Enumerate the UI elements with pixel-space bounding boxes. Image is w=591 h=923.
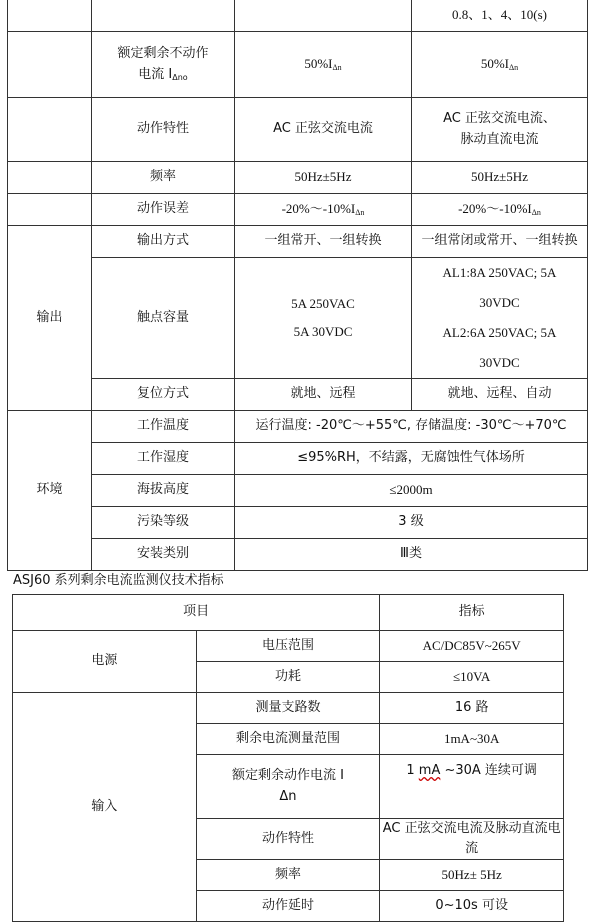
delay-label: 动作延时 bbox=[196, 891, 380, 922]
value-text: -20%～-10%I bbox=[458, 201, 532, 217]
install-value: Ⅲ类 bbox=[235, 539, 588, 571]
value-line: AL1:8A 250VAC; 5A bbox=[442, 265, 557, 280]
branches-label: 测量支路数 bbox=[196, 693, 380, 724]
value-text: ~30A 连续可调 bbox=[440, 763, 537, 778]
altitude-value: ≤2000m bbox=[235, 475, 588, 507]
nonop-current-label bbox=[92, 32, 235, 98]
table-row bbox=[8, 475, 588, 507]
pollution-value: 3 级 bbox=[235, 507, 588, 539]
table-cell bbox=[8, 162, 92, 194]
spellcheck-marked-text: mA bbox=[418, 763, 441, 778]
error-value-1 bbox=[235, 194, 412, 226]
table-row bbox=[8, 194, 588, 226]
action-label: 动作特性 bbox=[196, 819, 380, 860]
action-label: 动作特性 bbox=[92, 98, 235, 162]
error-label: 动作误差 bbox=[92, 194, 235, 226]
value-line: 5A 30VDC bbox=[293, 324, 353, 339]
action-value-1: AC 正弦交流电流 bbox=[235, 98, 412, 162]
action-value: AC 正弦交流电流及脉动直流电流 bbox=[380, 819, 564, 860]
freq-label: 频率 bbox=[196, 860, 380, 891]
table-row bbox=[8, 539, 588, 571]
header-item: 项目 bbox=[13, 595, 380, 631]
value-line: 30VDC bbox=[479, 355, 520, 370]
spec-table bbox=[12, 594, 564, 922]
freq-label: 频率 bbox=[92, 162, 235, 194]
contact-capacity-label: 触点容量 bbox=[92, 258, 235, 379]
humidity-value: ≤95%RH，不结露，无腐蚀性气体场所 bbox=[235, 443, 588, 475]
table-row bbox=[8, 258, 588, 379]
delay-value: 0~10s 可设 bbox=[380, 891, 564, 922]
range-label: 剩余电流测量范围 bbox=[196, 724, 380, 755]
value-text: -20%～-10%I bbox=[281, 201, 356, 217]
table-row bbox=[8, 379, 588, 411]
table-cell bbox=[235, 0, 412, 32]
contact-capacity-value-1 bbox=[235, 258, 412, 379]
label-line: 额定剩余不动作 bbox=[117, 46, 209, 62]
range-value: 1mA~30A bbox=[380, 724, 564, 755]
rated-current-value bbox=[380, 755, 564, 819]
subscript: Δn bbox=[509, 63, 519, 73]
branches-value: 16 路 bbox=[380, 693, 564, 724]
table-cell bbox=[8, 0, 92, 32]
table-row bbox=[8, 98, 588, 162]
error-value-2 bbox=[412, 194, 588, 226]
consumption-label: 功耗 bbox=[196, 662, 380, 693]
nonop-value-2 bbox=[412, 32, 588, 98]
label-line: 额定剩余动作电流 I bbox=[232, 768, 344, 784]
temp-value: 运行温度: -20℃～+55℃, 存储温度: -30℃～+70℃ bbox=[235, 411, 588, 443]
label-text: 电流 I bbox=[138, 66, 173, 82]
table-cell bbox=[8, 32, 92, 98]
spec-table-continued bbox=[7, 0, 588, 571]
table-cell bbox=[8, 98, 92, 162]
delay-times-cell: 0.8、1、4、10(s) bbox=[412, 0, 588, 32]
reset-label: 复位方式 bbox=[92, 379, 235, 411]
label-line bbox=[94, 65, 232, 85]
freq-value: 50Hz± 5Hz bbox=[380, 860, 564, 891]
nonop-value-1 bbox=[235, 32, 412, 98]
voltage-value: AC/DC85V~265V bbox=[380, 631, 564, 662]
value-line: AL2:6A 250VAC; 5A bbox=[442, 325, 557, 340]
freq-value-1: 50Hz±5Hz bbox=[235, 162, 412, 194]
humidity-label: 工作湿度 bbox=[92, 443, 235, 475]
env-group-label: 环境 bbox=[8, 411, 92, 571]
output-group-label: 输出 bbox=[8, 226, 92, 411]
pollution-label: 污染等级 bbox=[92, 507, 235, 539]
output-mode-value-1: 一组常开、一组转换 bbox=[235, 226, 412, 258]
table-caption: ASJ60 系列剩余电流监测仪技术指标 bbox=[13, 573, 224, 588]
action-value-2 bbox=[412, 98, 588, 162]
table-header-row bbox=[13, 595, 564, 631]
contact-capacity-value-2 bbox=[412, 258, 588, 379]
table-cell bbox=[8, 194, 92, 226]
value-text: 50%I bbox=[304, 56, 333, 72]
table-row bbox=[8, 0, 588, 32]
value-line: AC 正弦交流电流、 bbox=[443, 111, 556, 127]
value-line: 5A 250VAC bbox=[291, 295, 355, 311]
table-row bbox=[8, 411, 588, 443]
table-row bbox=[8, 507, 588, 539]
value-line: 30VDC bbox=[479, 295, 520, 310]
subscript: Δno bbox=[172, 72, 188, 82]
output-mode-value-2: 一组常闭或常开、一组转换 bbox=[412, 226, 588, 258]
table-row bbox=[13, 693, 564, 724]
output-mode-label: 输出方式 bbox=[92, 226, 235, 258]
rated-current-label bbox=[196, 755, 380, 819]
consumption-value: ≤10VA bbox=[380, 662, 564, 693]
temp-label: 工作温度 bbox=[92, 411, 235, 443]
voltage-label: 电压范围 bbox=[196, 631, 380, 662]
table-row bbox=[8, 162, 588, 194]
subscript: Δn bbox=[531, 208, 541, 218]
label-line: Δn bbox=[279, 788, 297, 804]
value-text: 1 bbox=[406, 763, 419, 778]
input-group-label: 输入 bbox=[13, 693, 197, 922]
table-row bbox=[8, 32, 588, 98]
table-cell bbox=[92, 0, 235, 32]
value-line: 脉动直流电流 bbox=[460, 131, 539, 147]
install-label: 安装类别 bbox=[92, 539, 235, 571]
header-spec: 指标 bbox=[380, 595, 564, 631]
power-group-label: 电源 bbox=[13, 631, 197, 693]
table-row bbox=[8, 443, 588, 475]
table-row bbox=[8, 226, 588, 258]
reset-value-1: 就地、远程 bbox=[235, 379, 412, 411]
altitude-label: 海拔高度 bbox=[92, 475, 235, 507]
table-row bbox=[13, 631, 564, 662]
subscript: Δn bbox=[355, 208, 365, 218]
freq-value-2: 50Hz±5Hz bbox=[412, 162, 588, 194]
subscript: Δn bbox=[332, 63, 342, 73]
reset-value-2: 就地、远程、自动 bbox=[412, 379, 588, 411]
value-text: 50%I bbox=[480, 56, 509, 72]
